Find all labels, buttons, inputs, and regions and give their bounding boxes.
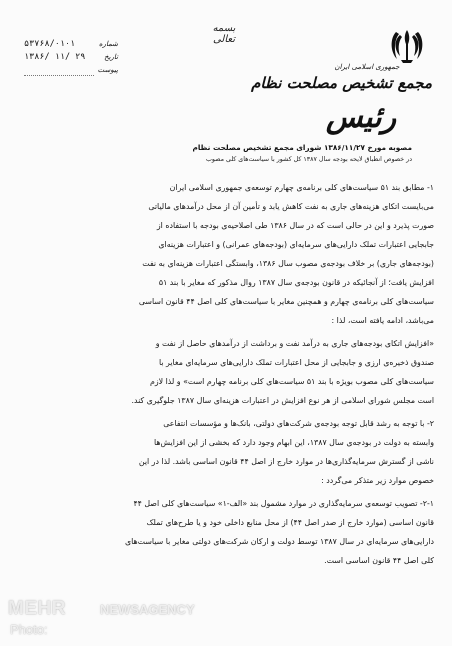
watermark-photo-label: Photo:	[10, 622, 48, 637]
reference-attachment-label: پیوست	[97, 66, 118, 74]
head-title: رئیس	[325, 100, 397, 135]
body-line: ناشی از گسترش سرمایه‌گذاری‌ها در موارد خارج از اصل ۴۴ قانون اساسی باشد. لذا در این	[138, 457, 434, 466]
organization-subtitle: جمهوری اسلامی ایران	[334, 63, 400, 71]
body-line: «افزایش اتکای بودجه‌های جاری به درآمد نفت و برداشت از درآمدهای حاصل از نفت و	[155, 339, 434, 348]
body-line: صورت پذیرد و این در حالی است که در سال ۱۳۸۶ طی اصلاحیه‌ی بودجه با استفاده از	[156, 221, 434, 230]
reference-date-value: ۱۳۸۶/ ۱۱/ ۲۹	[24, 52, 86, 62]
body-line: خصوص موارد زیر متذکر می‌گردد :	[321, 476, 434, 485]
body-line: افزایش یافت؛ از آنجائیکه در قانون بودجه‌ی سال ۱۳۸۷ روال مذکور که مغایر با بند ۵۱	[158, 278, 434, 287]
body-line: است مجلس شورای اسلامی از هر نوع افزایش در اعتبارات هزینه‌ای سال ۱۳۸۷ جلوگیری کند.	[131, 396, 434, 405]
body-line: سیاست‌های کلی مصوب بویژه با بند ۵۱ سیاست‌های کلی برنامه چهارم است» و لذا لازم	[150, 377, 434, 386]
reference-number-label: شماره	[98, 40, 118, 48]
reference-date-label: تاریخ	[104, 53, 118, 61]
news-agency-watermark	[8, 598, 258, 642]
body-line: جابجایی اعتبارات تملک دارایی‌های سرمایه‌ای (بودجه‌های عمرانی) و اعتبارات هزینه‌ای	[158, 240, 434, 249]
body-line: می‌بایست اتکای هزینه‌های جاری به نفت کاهش یابد و تأمین آن از محل درآمدهای مالیاتی	[148, 202, 434, 211]
document-subject: مصوبه مورخ ۱۳۸۶/۱۱/۲۷ شورای مجمع تشخیص مصلحت نظام	[192, 143, 412, 152]
body-line: می‌باشد، ادامه یافته است، لذا :	[331, 316, 434, 325]
attachment-dotted-line	[24, 75, 94, 76]
body-line: قانون اساسی (موارد خارج از صدر اصل ۴۴) از محل منابع داخلی خود و یا طرح‌های تملک	[146, 518, 434, 527]
body-line: سیاست‌های کلی برنامه‌ی چهارم و همچنین مغایر با سیاست‌های کلی اصل ۴۴ قانون اساسی	[138, 297, 434, 306]
reference-attachment-row	[24, 64, 124, 77]
national-emblem-icon	[388, 26, 426, 66]
body-line: ۱- مطابق بند ۵۱ سیاست‌های کلی برنامه‌ی چهارم توسعه‌ی جمهوری اسلامی ایران	[169, 183, 434, 192]
watermark-agency: NEWSAGENCY	[100, 602, 195, 617]
body-line: ۲-۱- تصویب توسعه‌ی سرمایه‌گذاری در موارد مشمول بند «الف-۱» سیاست‌های کلی اصل ۴۴	[133, 499, 434, 508]
reference-number-value: ۵۳۷۶۸/۰۱۰۱	[24, 39, 76, 49]
body-line: صندوق ذخیره‌ی ارزی و جابجایی از محل اعتبارات تملک دارایی‌های سرمایه‌ای مغایر با	[158, 358, 434, 367]
body-line: وابسته به دولت در بودجه‌ی سال ۱۳۸۷، این ابهام وجود دارد که بخشی از این افزایش‌ها	[153, 438, 434, 447]
reference-block	[24, 38, 124, 77]
bismillah-heading: بسمه تعالی	[212, 23, 236, 45]
body-line: کلی اصل ۴۴ قانون اساسی است.	[324, 556, 434, 565]
reference-number-row	[24, 38, 124, 51]
reference-date-row	[24, 51, 124, 64]
body-line: ۲- با توجه به رشد قابل توجه بودجه‌ی شرکت‌های دولتی، بانک‌ها و مؤسسات انتفاعی	[163, 419, 434, 428]
watermark-brand: MEHR	[8, 598, 66, 619]
document-subtitle: در خصوص انطباق لایحه بودجه سال ۱۳۸۷ کل کشور با سیاست‌های کلی مصوب	[205, 156, 412, 163]
organization-name: مجمع تشخیص مصلحت نظام	[251, 74, 432, 92]
body-line: (بودجه‌های جاری) بر خلاف بودجه‌ی مصوب سال ۱۳۸۶، وابستگی اعتبارات هزینه‌ای به نفت	[142, 259, 434, 268]
body-line: دارایی‌های سرمایه‌ای در سال ۱۳۸۷ توسط دولت و ارکان شرکت‌های دولتی مغایر با سیاست‌های	[124, 537, 434, 546]
